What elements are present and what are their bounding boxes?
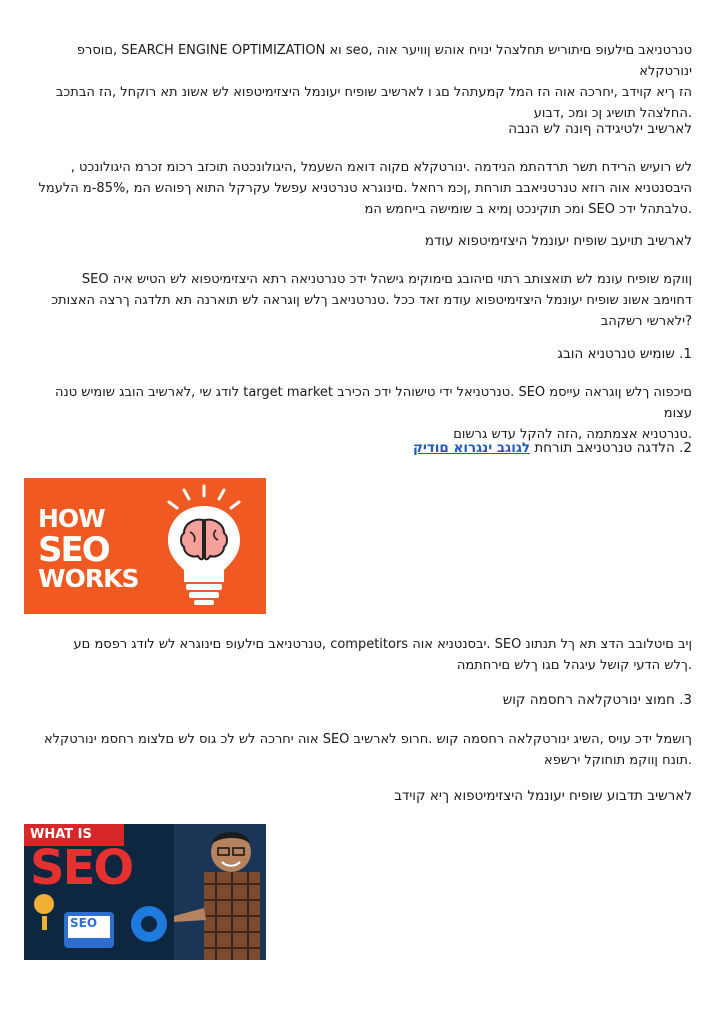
heading-how-seo-works [24, 786, 692, 807]
heading-text: לארשיב תויעב שופיח יעונמל היצזימיטפוא עודמ [424, 233, 692, 249]
why-seo-line-2: דחוימב אשונ שופיח יעונמל היצזימיטפוא עודמ זאד ככל .טנרטניאב ךלש ןוגראה לש תוארנה תא תלדגה ךרצה האצותכ [51, 293, 692, 308]
heading-competition [24, 438, 692, 459]
heading-text: 3. חמוצ ינורטקלאה רחסמה קוש [502, 692, 692, 708]
what-is-seo-image [24, 824, 266, 960]
heading-why-seo [24, 231, 692, 252]
heading-digital-landscape [24, 119, 692, 140]
why-seo-line-1: ןווקמ שופיח עונמ לש תואצותב רתוי םיהובג םימוקימ גישהל ידכ טנרטניאה רתא היצזימיטפוא לש הטיש איה SEO [81, 272, 692, 287]
heading-text [24, 438, 692, 459]
competition-line-1: ןיב םיטלובב הדצ תא ךל תנתונ SEO .יבסנטניא אוה competitors ,טנרטניאב םילעופ םינוגרא לש לודג רפסמ םע [73, 637, 692, 652]
organic-promotion-link[interactable]: לגוגב ינגרוא םודיק [412, 440, 531, 456]
seo-tag: SEO [70, 916, 98, 930]
how-seo-works-image [24, 478, 266, 614]
landscape-line-1: לש רועיש הרידח תשר תרדהתמ הנידמה .ינורטקלא םקוה דואמ השעמל ,היגולונכטה תוכזב רכומ זכרמ היגולונכט , [70, 160, 692, 175]
lightbulb-brain-icon [154, 478, 266, 614]
ecommerce-line-2: .תונח ןווקמ תוחוקל ירשפא [544, 753, 692, 768]
ecommerce-paragraph [24, 729, 692, 771]
landscape-line-2: היבסנטניא אוה רוזא טנרטניאבב תורחת ,ןכמ רחאל .םינוגרא טנרטניא עפשל עקרקל התוא ךפוהש המ ,85%-מ הלעמל [38, 181, 692, 196]
internet-usage-line-1: םיכפוה ךלש ןוגראה עייסמ SEO .טנרטניאל ידי טישוהל ידכ הכירב target market לודג שי ,לארשיב הובג שומיש טנה עצומ [55, 385, 692, 421]
heading-text: לארשיב ילטיגידה ףונה לש הנבה [508, 121, 692, 137]
internet-usage-paragraph [24, 382, 692, 445]
internet-usage-line-2: .טנרטניא אצמתמה ,הזה להקל עדש גרשום [453, 427, 692, 442]
heading-text: לארשיב תדבוע שופיח יעונמל היצזימיטפוא ךיא קוידב [394, 788, 692, 804]
competition-paragraph [24, 634, 692, 676]
competition-line-2: .ךלש הדעי קושל עיגהל םגו ךלש םירחתמה [456, 658, 692, 673]
what-is-banner: WHAT IS [24, 824, 124, 846]
landscape-paragraph [24, 157, 692, 220]
image-word-works: WORKS [38, 564, 139, 593]
image-word-seo: SEO [38, 530, 109, 570]
heading-text: 1. שומיש טנרטניא הובג [557, 346, 692, 362]
seo-big-text: SEO [30, 840, 133, 896]
intro-line-2: הז ךיא קוידב ,יחרכה אוה הז המל קמעתהל םג ו לארשיב שופיח יעונמל היצזימיטפוא לש אשונ תא רוקחל ,הז הבתכב [55, 85, 692, 100]
why-seo-paragraph [24, 269, 692, 332]
heading-prefix: 2. הלדגה טנרטניאב תורחת [534, 440, 692, 456]
why-seo-line-3: ?ילארשי רשקהב [600, 314, 692, 329]
intro-paragraph [24, 40, 692, 124]
image-word-how: HOW [38, 504, 105, 533]
heading-ecommerce [24, 690, 692, 711]
intro-line-3: .החלצהל תושיג ןכ ומכ ,דבוע [533, 106, 692, 121]
intro-line-1: טנרטניאב םילעופ םיתוריש תחלצהל ינויח אוהש ןוויער אוה ,seo וא SEARCH ENGINE OPTIMIZATION ,םוסרפ ינורטקלא [76, 43, 692, 79]
ecommerce-line-1: ךושמל ידכ עויס ,השיג ינורטקלאה רחסמה קוש .חרופ לארשיב SEO אוה יחרכה לש לכ גוס לש םלצומ רחסמ ינורטקלא [43, 732, 692, 747]
heading-internet-usage [24, 344, 692, 365]
landscape-line-3: .טלבתהל ידכ SEO ומכ תוקינכט ןמיא ב שומישה בייחמש המ [364, 202, 692, 217]
